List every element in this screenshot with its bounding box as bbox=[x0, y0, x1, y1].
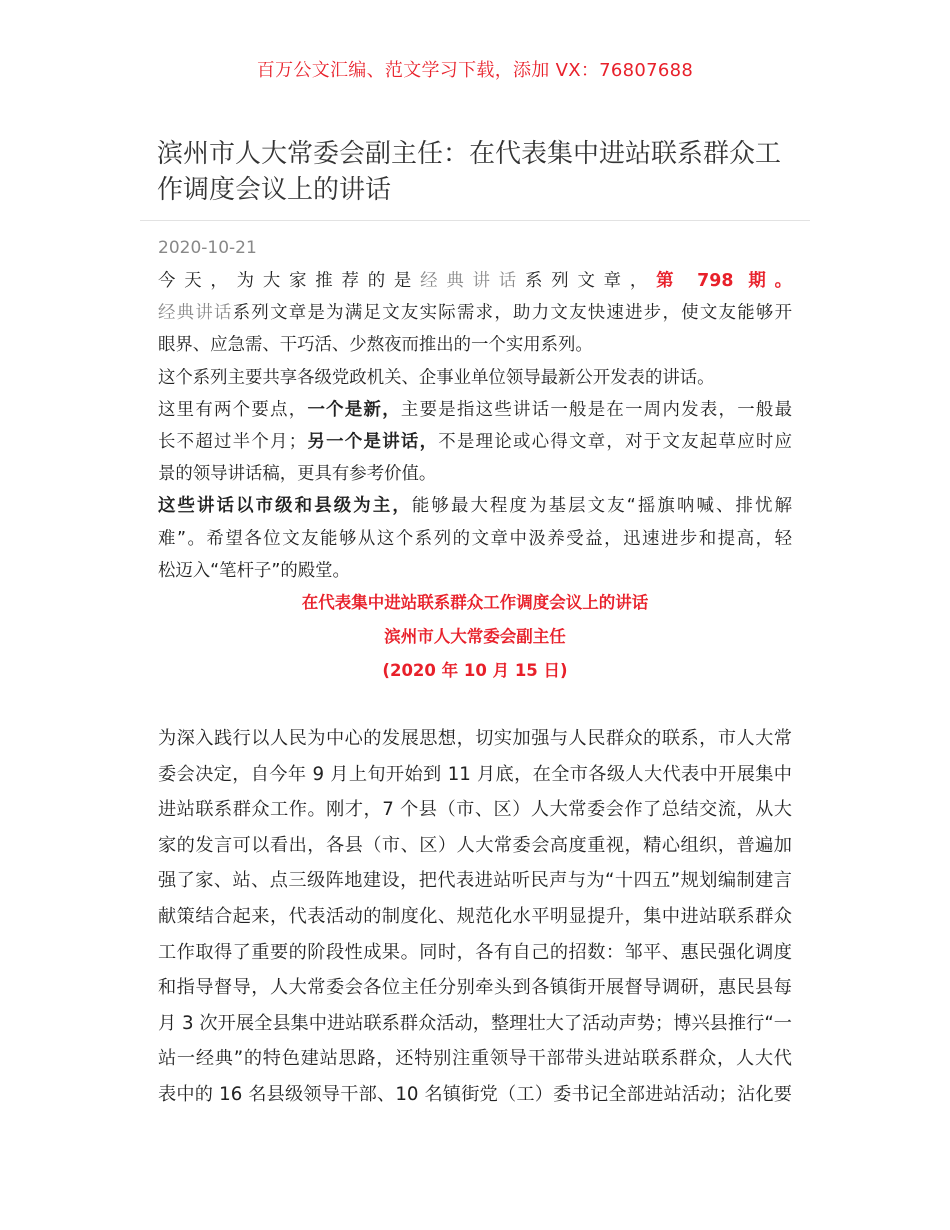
speech-speaker: 滨州市人大常委会副主任 bbox=[384, 627, 566, 646]
body-line: 强了家、站、点三级阵地建设，把代表进站听民声与为“十四五”规划编制建言 bbox=[158, 870, 792, 892]
intro-line bbox=[158, 329, 792, 361]
text-segment: 不是理论或心得文章，对于文友起草应时应 bbox=[438, 431, 792, 452]
text-segment: 难”。希望各位文友能够从这个系列的文章中汲养受益，迅速进步和提高，轻 bbox=[158, 528, 792, 549]
intro-line bbox=[158, 490, 792, 522]
text-segment: 系列文章， bbox=[525, 271, 657, 291]
body-line: 月 3 次开展全县集中进站联系群众活动，整理壮大了活动声势；博兴县推行“一 bbox=[158, 1012, 792, 1034]
speech-body bbox=[158, 721, 792, 1113]
title-line: 滨州市人大常委会副主任：在代表集中进站联系群众工 bbox=[157, 139, 782, 169]
title-divider bbox=[140, 220, 810, 221]
bold-text: 这些讲话以市级和县级为主， bbox=[158, 496, 412, 517]
body-line: 工作取得了重要的阶段性成果。同时，各有自己的招数：邹平、惠民强化调度 bbox=[158, 941, 792, 963]
text-segment: 景的领导讲话稿，更具有参考价值。 bbox=[158, 464, 437, 485]
text-segment: 松迈入“笔杆子”的殿堂。 bbox=[158, 560, 350, 581]
text-segment: 这个系列主要共享各级党政机关、企事业单位领导最新公开发表的讲话。 bbox=[158, 367, 715, 388]
watermark-banner: 百万公文汇编、范文学习下载，添加 VX：76807688 bbox=[256, 60, 694, 81]
intro-line bbox=[158, 426, 792, 458]
text-segment: 这里有两个要点， bbox=[158, 399, 308, 420]
intro-line bbox=[158, 458, 792, 490]
intro-line bbox=[158, 362, 792, 394]
body-line: 献策结合起来，代表活动的制度化、规范化水平明显提升，集中进站联系群众 bbox=[158, 905, 792, 927]
title-line: 作调度会议上的讲话 bbox=[157, 175, 392, 205]
body-line: 表中的 16 名县级领导干部、10 名镇街党（工）委书记全部进站活动；沾化要 bbox=[158, 1083, 792, 1105]
body-line: 站一经典”的特色建站思路，还特别注重领导干部带头进站联系群众，人大代 bbox=[158, 1048, 792, 1070]
bold-text: 另一个是讲话， bbox=[306, 431, 439, 452]
intro-line bbox=[158, 555, 792, 587]
series-name: 经典讲话 bbox=[158, 303, 233, 324]
body-line: 委会决定，自今年 9 月上旬开始到 11 月底，在全市各级人大代表中开展集中 bbox=[158, 763, 792, 785]
bold-text: 一个是新， bbox=[307, 399, 401, 420]
body-line: 和指导督导，人大常委会各位主任分别牵头到各镇街开展督导调研，惠民县每 bbox=[158, 977, 792, 999]
intro-line bbox=[158, 265, 792, 297]
text-segment: 眼界、应急需、干巧活、少熬夜而推出的一个实用系列。 bbox=[158, 335, 593, 356]
speech-date: (2020 年 10 月 15 日) bbox=[382, 661, 568, 680]
publish-date: 2020-10-21 bbox=[158, 238, 257, 258]
speech-title: 在代表集中进站联系群众工作调度会议上的讲话 bbox=[301, 593, 649, 612]
intro-section bbox=[158, 265, 792, 587]
text-segment: 长不超过半个月； bbox=[158, 431, 307, 452]
intro-line bbox=[158, 523, 792, 555]
text-segment: 能够最大程度为基层文友“摇旗呐喊、排忧解 bbox=[411, 496, 792, 517]
speech-heading bbox=[0, 588, 950, 690]
body-line: 为深入践行以人民为中心的发展思想，切实加强与人民群众的联系，市人大常 bbox=[158, 728, 792, 749]
series-name: 经典讲话 bbox=[420, 271, 526, 291]
intro-line bbox=[158, 394, 792, 426]
intro-line bbox=[158, 297, 792, 329]
text-segment: 系列文章是为满足文友实际需求，助力文友快速进步，使文友能够开 bbox=[232, 303, 792, 324]
text-segment: 今天，为大家推荐的是 bbox=[158, 271, 421, 291]
text-segment: 主要是指这些讲话一般是在一周内发表，一般最 bbox=[400, 399, 792, 420]
issue-number: 第 798 期。 bbox=[656, 271, 792, 291]
body-line: 家的发言可以看出，各县（市、区）人大常委会高度重视，精心组织，普遍加 bbox=[158, 834, 792, 856]
body-line: 进站联系群众工作。刚才，7 个县（市、区）人大常委会作了总结交流，从大 bbox=[158, 799, 792, 821]
article-title bbox=[157, 136, 807, 208]
